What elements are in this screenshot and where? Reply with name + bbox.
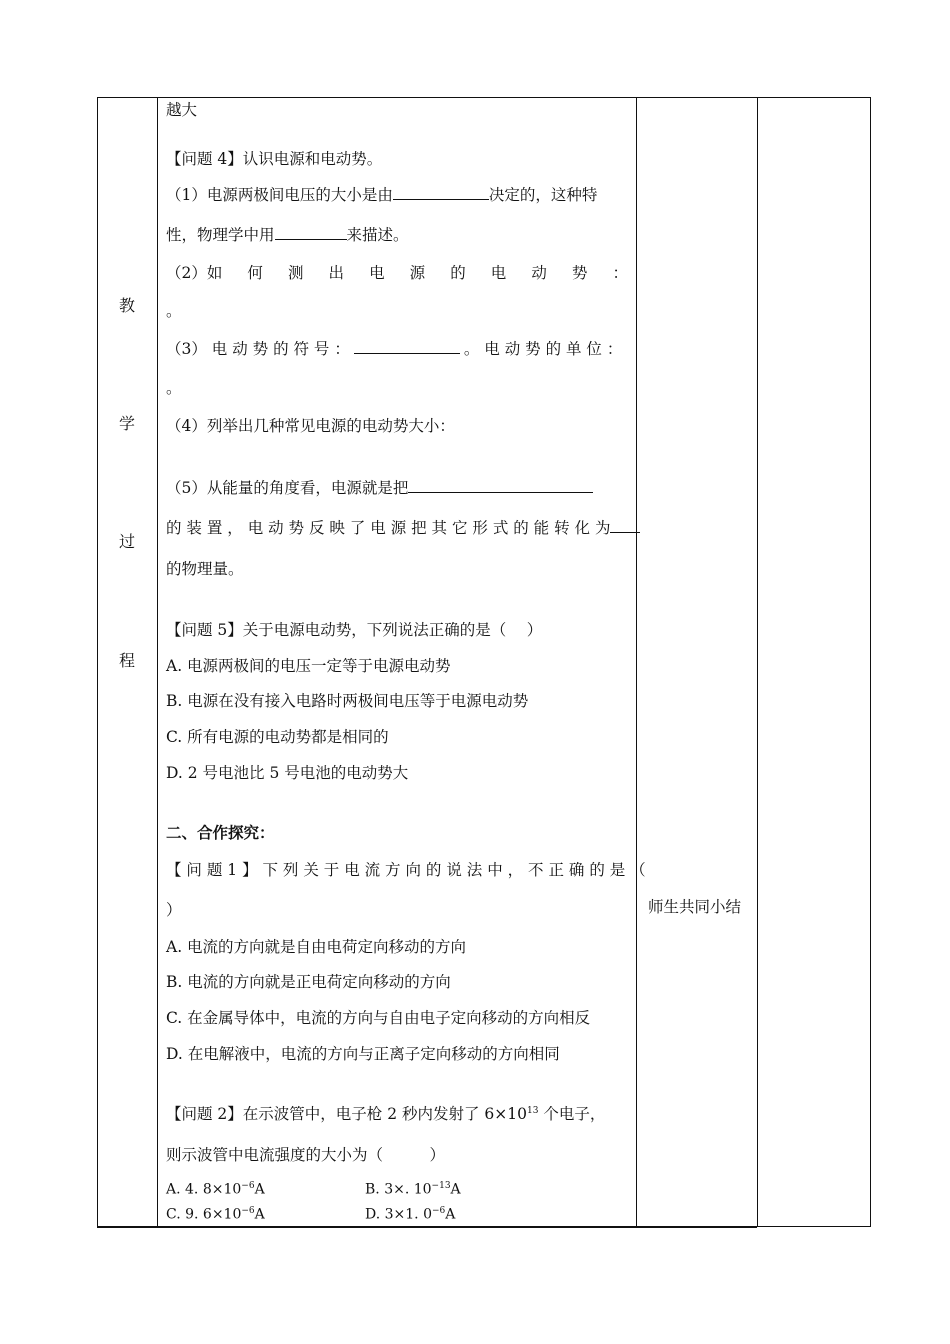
- summary-text: 师生共同小结: [648, 898, 742, 916]
- option-d: D. 2 号电池比 5 号电池的电动势大: [166, 764, 409, 782]
- question-4-title: 【问题 4】认识电源和电动势。: [166, 150, 383, 168]
- option-a: A. 电源两极间的电压一定等于电源电动势: [166, 657, 451, 675]
- option-c: C. 所有电源的电动势都是相同的: [166, 728, 389, 746]
- option-c: C. 9. $6\times 10^{-6}A$: [166, 1206, 265, 1223]
- option-b: B. 3×. $10^{-13}A$: [365, 1181, 461, 1198]
- question-4-item-1-cont: 性，物理学中用 来描述。: [166, 226, 409, 244]
- question-4-item-1: （1）电源两极间电压的大小是由 决定的，这种特: [166, 186, 598, 204]
- option-a: A. 4. $8\times 10^{-6}A$: [166, 1181, 265, 1198]
- text-line: 。: [166, 302, 182, 320]
- table-bottom-rule: [97, 1226, 757, 1228]
- text-line: ）: [166, 901, 182, 919]
- side-label-char: 程: [119, 651, 136, 670]
- section-heading: 二、合作探究：: [166, 823, 275, 842]
- blank-line[interactable]: [408, 478, 593, 493]
- side-label-char: 学: [119, 414, 136, 433]
- question-4-item-2: （2）如 何 测 出 电 源 的 电 动 势 ：: [166, 264, 628, 282]
- question-5-title: 【问题 5】关于电源电动势，下列说法正确的是（ ）: [166, 621, 543, 639]
- blank-line[interactable]: [610, 518, 640, 533]
- text-line: 。: [166, 379, 182, 397]
- option-d: D. 在电解液中，电流的方向与正离子定向移动的方向相同: [166, 1045, 560, 1063]
- text-line: 越大: [166, 101, 198, 119]
- question-4-item-5-cont: 的 装 置 ， 电 动 势 反 映 了 电 源 把 其 它 形 式 的 能 转 化 为: [166, 516, 640, 538]
- column-divider-1: [157, 97, 158, 1227]
- blank-line[interactable]: [354, 339, 460, 354]
- question-2-title: 【问题 2】在示波管中，电子枪 2 秒内发射了 $6\times 10^{13}$ 个电子，: [166, 1105, 606, 1123]
- side-label-char: 过: [119, 532, 136, 551]
- question-4-item-3: （3） 电 动 势 的 符 号 ： 。 电 动 势 的 单 位 ：: [166, 340, 623, 358]
- question-4-item-5: （5）从能量的角度看，电源就是把: [166, 476, 593, 498]
- question-1-title: 【 问 题 1 】 下 列 关 于 电 流 方 向 的 说 法 中 ， 不 正 确 的 是 （: [166, 861, 646, 879]
- column-divider-2: [636, 97, 637, 1227]
- question-4-item-4: （4）列举出几种常见电源的电动势大小：: [166, 417, 455, 435]
- blank-line[interactable]: [393, 185, 489, 200]
- option-b: B. 电流的方向就是正电荷定向移动的方向: [166, 973, 451, 991]
- option-c: C. 在金属导体中，电流的方向与自由电子定向移动的方向相反: [166, 1009, 591, 1027]
- text-line: 则示波管中电流强度的大小为（ ）: [166, 1146, 446, 1164]
- blank-line[interactable]: [275, 225, 347, 240]
- option-d: D. 3×1. $0^{-6}A$: [365, 1206, 456, 1223]
- text-line: 的物理量。: [166, 560, 244, 578]
- side-label-char: 教: [119, 296, 136, 315]
- option-b: B. 电源在没有接入电路时两极间电压等于电源电动势: [166, 692, 529, 710]
- column-divider-3: [757, 97, 758, 1227]
- option-a: A. 电流的方向就是自由电荷定向移动的方向: [166, 938, 467, 956]
